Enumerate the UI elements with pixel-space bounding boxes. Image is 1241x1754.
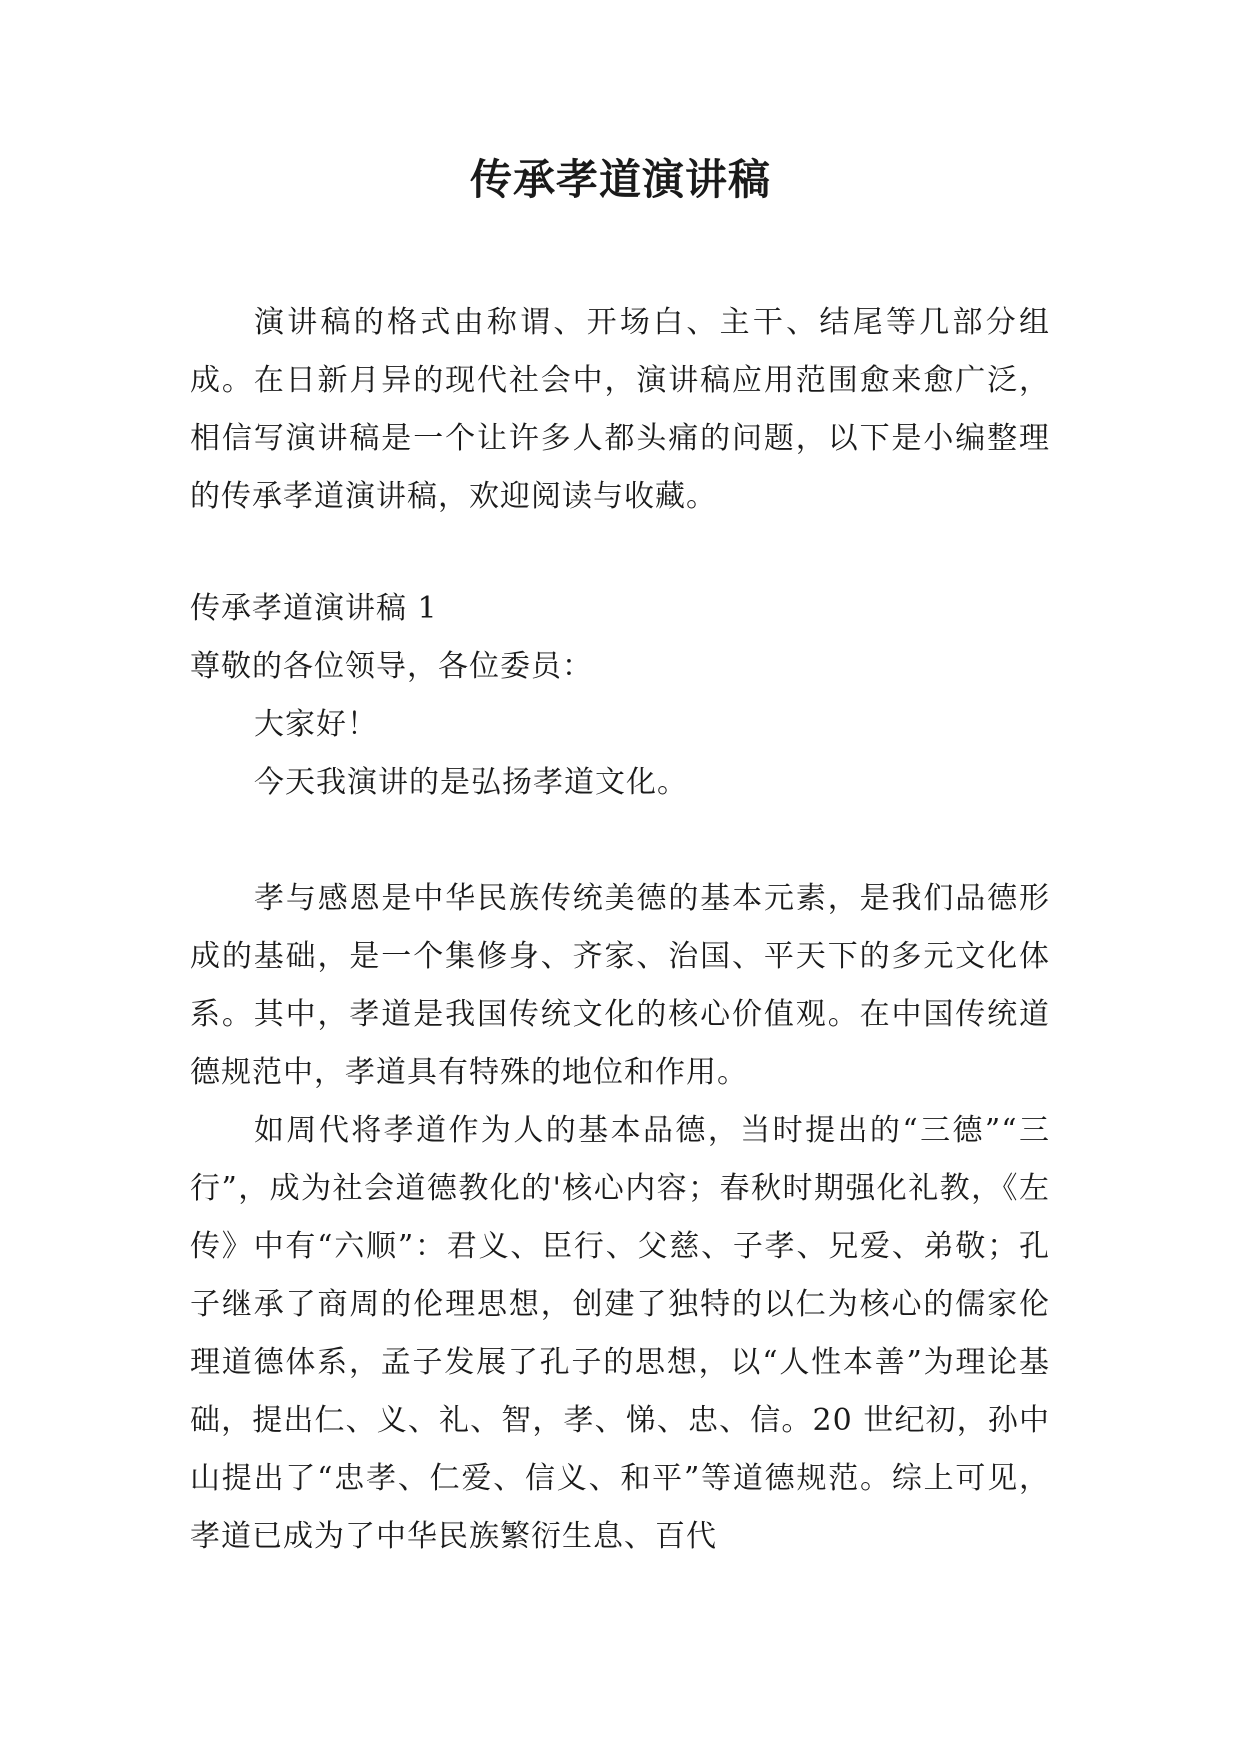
body-paragraph-2 xyxy=(190,1102,1050,1566)
body-paragraph-1 xyxy=(190,870,1050,1102)
intro-paragraph xyxy=(190,294,1050,526)
salutation-text: 尊敬的各位领导，各位委员： xyxy=(190,649,593,684)
topic-text: 今天我演讲的是弘扬孝道文化。 xyxy=(254,765,688,800)
salutation xyxy=(190,638,1050,696)
paragraph-1-text: 孝与感恩是中华民族传统美德的基本元素，是我们品德形成的基础，是一个集修身、齐家、治国、平天下的多元文化体系。其中，孝道是我国传统文化的核心价值观。在中国传统道德规范中，孝道具有特殊的地位和作用。 xyxy=(190,881,1050,1090)
document-title: 传承孝道演讲稿 xyxy=(469,155,771,204)
section-heading xyxy=(190,580,1050,638)
section-heading-text: 传承孝道演讲稿 1 xyxy=(190,591,438,626)
intro-text: 演讲稿的格式由称谓、开场白、主干、结尾等几部分组成。在日新月异的现代社会中，演讲稿应用范围愈来愈广泛，相信写演讲稿是一个让许多人都头痛的问题，以下是小编整理的传承孝道演讲稿，欢迎阅读与收藏。 xyxy=(190,305,1050,514)
greeting-text: 大家好！ xyxy=(254,707,378,742)
topic-line xyxy=(190,754,1050,812)
greeting xyxy=(190,696,1050,754)
paragraph-2-text: 如周代将孝道作为人的基本品德，当时提出的“三德”“三行”，成为社会道德教化的'核心内容；春秋时期强化礼教，《左传》中有“六顺”：君义、臣行、父慈、子孝、兄爱、弟敬；孔子继承了商周的伦理思想，创建了独特的以仁为核心的儒家伦理道德体系，孟子发展了孔子的思想，以“人性本善”为理论基础，提出仁、义、礼、智，孝、悌、忠、信。20 世纪初，孙中山提出了“忠孝、仁爱、信义、和平”等道德规范。综上可见，孝道已成为了中华民族繁衍生息、百代 xyxy=(190,1113,1050,1554)
